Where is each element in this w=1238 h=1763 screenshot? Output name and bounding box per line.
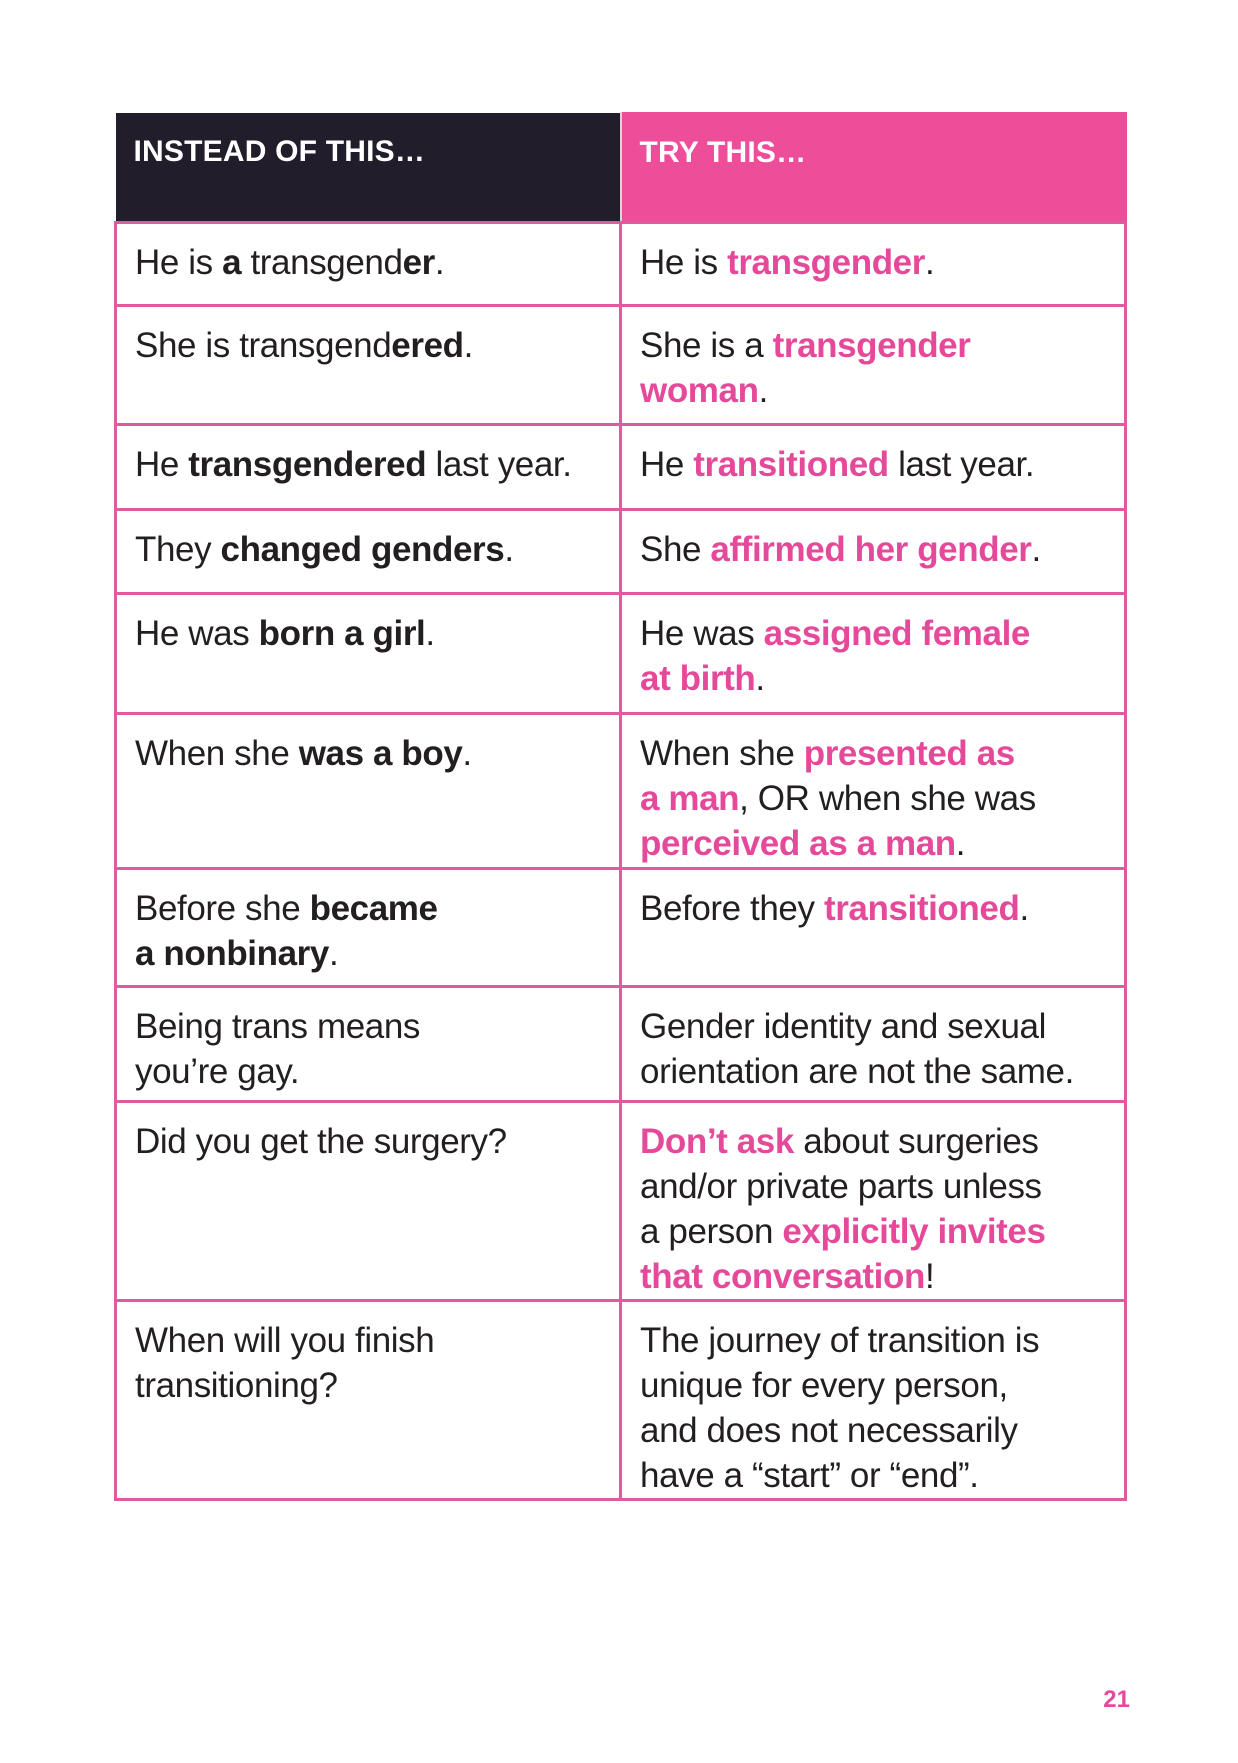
try-cell [621,305,1126,424]
emphasized-phrase: ered [391,325,464,365]
highlighted-phrase: transgender [727,242,925,282]
cell-text: Being trans means [135,1006,421,1046]
instead-cell [116,424,621,509]
cell-text: She is transgend [135,325,392,365]
emphasized-phrase: transgendered [188,444,427,484]
instead-cell [116,1300,621,1499]
highlighted-phrase: perceived as a man [640,823,956,863]
header-row [116,113,1126,222]
cell-text: Did you get the surgery? [135,1121,507,1161]
cell-text: When she [135,733,299,773]
highlighted-phrase: woman [640,370,759,410]
instead-cell [116,1101,621,1300]
cell-text: . [328,933,339,973]
instead-cell [116,593,621,713]
table-row [116,1300,1126,1499]
cell-text: . [924,242,935,282]
cell-text: Before she [135,888,310,928]
cell-text: Before they [640,888,824,928]
instead-cell [116,986,621,1101]
cell-text: . [758,370,768,410]
try-cell [621,222,1126,305]
table-body [116,222,1126,1499]
table-row [116,222,1126,305]
highlighted-phrase: transitioned [693,444,889,484]
cell-text: The journey of transition is [640,1320,1040,1360]
cell-text: He [135,444,189,484]
cell-text: last year. [888,444,1035,484]
emphasized-phrase: a [222,242,242,282]
page-number: 21 [1103,1686,1130,1713]
cell-text: . [434,242,445,282]
table-row [116,713,1126,868]
header-instead-of-this: INSTEAD OF THIS… [116,113,621,222]
cell-text: about surgeries [793,1121,1039,1161]
cell-text: transitioning? [135,1365,338,1405]
cell-text: He is [135,242,223,282]
emphasized-phrase: was a boy [298,733,463,773]
comparison-table [114,112,1127,1501]
cell-text: unique for every person, [640,1365,1008,1405]
highlighted-phrase: at birth [640,658,756,698]
cell-text: . [755,658,765,698]
try-cell [621,868,1126,986]
cell-text: She is a [640,325,773,365]
instead-cell [116,509,621,593]
cell-text: . [462,733,472,773]
emphasized-phrase: er [402,242,435,282]
cell-text: . [955,823,966,863]
emphasized-phrase: changed genders [220,529,505,569]
try-cell [621,986,1126,1101]
highlighted-phrase: transitioned [823,888,1020,928]
cell-text: . [1031,529,1041,569]
cell-text: last year. [426,444,572,484]
cell-text: have a “start” or “end”. [640,1455,979,1495]
cell-text: ! [924,1256,935,1296]
cell-text: . [1019,888,1029,928]
emphasized-phrase: became [309,888,438,928]
cell-text: He was [640,613,764,653]
try-cell [621,1101,1126,1300]
highlighted-phrase: presented as [803,733,1015,773]
emphasized-phrase: a nonbinary [135,933,329,973]
highlighted-phrase: a man [640,778,740,818]
table-row [116,509,1126,593]
cell-text: . [504,529,514,569]
cell-text: orientation are not the same. [640,1051,1074,1091]
cell-text: . [425,613,435,653]
instead-cell [116,305,621,424]
cell-text: and does not necessarily [640,1410,1018,1450]
cell-text: a person [640,1211,783,1251]
highlighted-phrase: affirmed her gender [710,529,1032,569]
cell-text: . [463,325,473,365]
cell-text: , OR when she was [739,778,1036,818]
try-cell [621,593,1126,713]
table-row [116,868,1126,986]
cell-text: Gender identity and sexual [640,1006,1046,1046]
cell-text: They [135,529,221,569]
highlighted-phrase: assigned female [763,613,1030,653]
cell-text: He is [640,242,728,282]
cell-text: you’re gay. [135,1051,300,1091]
try-cell [621,713,1126,868]
emphasized-phrase: born a girl [258,613,426,653]
table-row [116,986,1126,1101]
cell-text: transgend [241,242,403,282]
instead-cell [116,713,621,868]
table-row [116,424,1126,509]
highlighted-phrase: transgender [772,325,971,365]
cell-text: He was [135,613,259,653]
instead-cell [116,222,621,305]
table-row [116,1101,1126,1300]
cell-text: He [640,444,694,484]
cell-text: When will you finish [135,1320,435,1360]
try-cell [621,424,1126,509]
header-try-this: TRY THIS… [621,113,1126,222]
try-cell [621,509,1126,593]
table-row [116,305,1126,424]
try-cell [621,1300,1126,1499]
instead-cell [116,868,621,986]
table-header [116,113,1126,222]
table-row [116,593,1126,713]
highlighted-phrase: explicitly invites [782,1211,1046,1251]
highlighted-phrase: that conversation [640,1256,925,1296]
cell-text: When she [640,733,804,773]
cell-text: and/or private parts unless [640,1166,1042,1206]
cell-text: She [640,529,711,569]
highlighted-phrase: Don’t ask [640,1121,794,1161]
